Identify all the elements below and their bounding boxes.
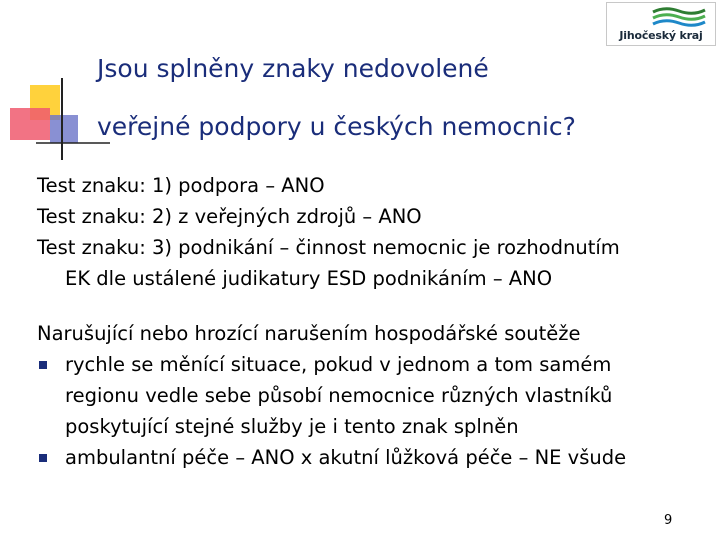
- logo-waves-icon: [651, 6, 707, 28]
- competition-block: [37, 318, 707, 473]
- test-line-3: Test znaku: 3) podnikání – činnost nemocnic je rozhodnutím: [37, 236, 620, 259]
- page-number: 9: [664, 513, 673, 528]
- test-line-1: Test znaku: 1) podpora – ANO: [37, 174, 325, 197]
- competition-heading: Narušující nebo hrozící narušením hospodářské soutěže: [37, 322, 581, 345]
- bullet-1-line-2: regionu vedle sebe působí nemocnice různých vlastníků: [65, 384, 613, 407]
- title-line-2: veřejné podpory u českých nemocnic?: [97, 112, 576, 141]
- tests-block: [37, 170, 707, 294]
- slide-title: [97, 40, 697, 156]
- bullet-item: [37, 349, 707, 442]
- decorative-corner-graphic: [0, 0, 110, 170]
- square-bullet-icon: [39, 454, 47, 462]
- bullet-1-line-3: poskytující stejné služby je i tento znak splněn: [65, 415, 519, 438]
- bullet-2-line-1: ambulantní péče – ANO x akutní lůžková péče – NE všude: [65, 446, 627, 469]
- test-line-3-continued: EK dle ustálené judikatury ESD podnikáním – ANO: [65, 267, 553, 290]
- title-line-1: Jsou splněny znaky nedovolené: [97, 54, 489, 83]
- test-line-2: Test znaku: 2) z veřejných zdrojů – ANO: [37, 205, 422, 228]
- logo-text: Jihočeský kraj: [619, 29, 703, 42]
- bullet-1-line-1: rychle se měnící situace, pokud v jednom a tom samém: [65, 353, 612, 376]
- square-bullet-icon: [39, 361, 47, 369]
- bullet-item: [37, 442, 707, 473]
